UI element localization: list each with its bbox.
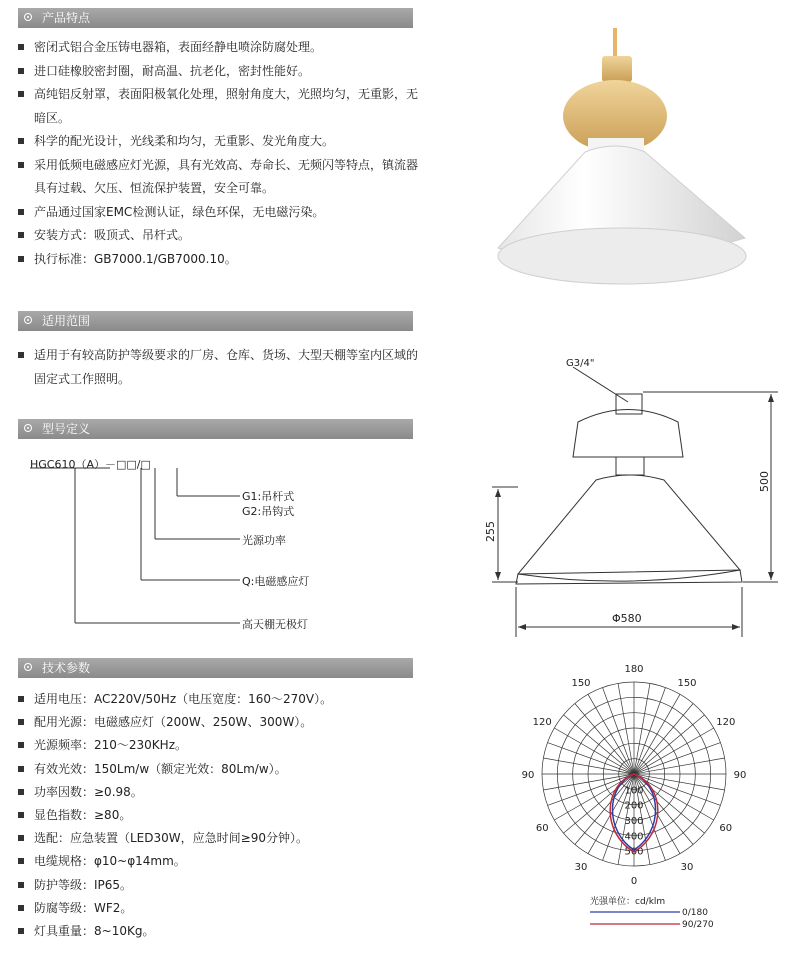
model-power-label: 光源功率	[242, 534, 286, 547]
polar-angle-label: 150	[571, 678, 591, 690]
square-bullet-icon	[18, 68, 24, 74]
list-item: 进口硅橡胶密封圈，耐高温、抗老化，密封性能好。	[18, 60, 418, 84]
list-item: 有效光效：150Lm/w（额定光效：80Lm/w）。	[18, 758, 418, 781]
polar-angle-label: 90	[733, 770, 747, 781]
list-item: 高纯铝反射罩，表面阳极氧化处理，照射角度大，光照均匀，无重影，无暗区。	[18, 83, 418, 130]
square-bullet-icon	[18, 905, 24, 911]
polar-angle-label: 30	[574, 861, 588, 873]
dimension-drawing	[478, 352, 788, 642]
list-item: 产品通过国家EMC检测认证，绿色环保，无电磁污染。	[18, 201, 418, 225]
section-title: 技术参数	[42, 661, 91, 675]
list-item: 适用电压：AC220V/50Hz（电压宽度：160～270V）。	[18, 688, 418, 711]
square-bullet-icon	[18, 882, 24, 888]
section-header-features	[18, 8, 413, 28]
polar-radius-label: 500	[624, 846, 644, 858]
section-title: 适用范围	[42, 314, 91, 328]
square-bullet-icon	[18, 766, 24, 772]
polar-radius-label: 100	[624, 785, 644, 797]
legend-label-90-270: 90/270	[682, 920, 714, 930]
list-item: 选配：应急装置（LED30W，应急时间≥90分钟）。	[18, 827, 418, 850]
polar-angle-label: 30	[680, 861, 694, 873]
features-list	[18, 36, 418, 271]
square-bullet-icon	[18, 138, 24, 144]
height-shade-label: 255	[484, 521, 497, 542]
list-item: 光源频率：210～230KHz。	[18, 734, 418, 757]
list-item: 防腐等级：WF2。	[18, 897, 418, 920]
model-type-label: 高天棚无极灯	[242, 618, 308, 631]
polar-radius-label: 200	[624, 800, 644, 812]
square-bullet-icon	[18, 789, 24, 795]
list-item: 显色指数：≥80。	[18, 804, 418, 827]
list-item: 适用于有较高防护等级要求的厂房、仓库、货场、大型天棚等室内区域的固定式工作照明。	[18, 344, 418, 391]
square-bullet-icon	[18, 858, 24, 864]
list-item: 灯具重量：8~10Kg。	[18, 920, 418, 943]
model-g2-label: G2:吊钩式	[242, 505, 295, 518]
intensity-unit-label: 光强单位：cd/klm	[590, 897, 666, 907]
list-item: 科学的配光设计，光线柔和均匀，无重影、发光角度大。	[18, 130, 418, 154]
legend-label-0-180: 0/180	[682, 908, 708, 918]
polar-angle-label: 60	[719, 823, 733, 834]
bullet-circle-icon	[24, 663, 32, 671]
polar-angle-label: 120	[532, 717, 552, 728]
scope-list	[18, 344, 418, 391]
lamp-product-image	[490, 28, 760, 298]
polar-radius-label: 400	[624, 831, 644, 843]
square-bullet-icon	[18, 44, 24, 50]
diameter-label: Φ580	[612, 612, 642, 625]
section-title: 产品特点	[42, 11, 91, 25]
list-item: 安装方式：吸顶式、吊杆式。	[18, 224, 418, 248]
polar-angle-label: 60	[535, 823, 549, 834]
list-item: 防护等级：IP65。	[18, 874, 418, 897]
list-item: 电缆规格：φ10~φ14mm。	[18, 850, 418, 873]
polar-angle-label: 150	[677, 678, 697, 690]
bullet-circle-icon	[24, 424, 32, 432]
list-item: 密闭式铝合金压铸电器箱，表面经静电喷涂防腐处理。	[18, 36, 418, 60]
bullet-circle-icon	[24, 13, 32, 21]
square-bullet-icon	[18, 812, 24, 818]
section-header-scope	[18, 311, 413, 331]
square-bullet-icon	[18, 256, 24, 262]
model-code: HGC610（A）－□□/□	[30, 458, 151, 471]
list-item: 功率因数：≥0.98。	[18, 781, 418, 804]
square-bullet-icon	[18, 928, 24, 934]
polar-angle-label: 0	[630, 876, 638, 887]
square-bullet-icon	[18, 696, 24, 702]
model-q-label: Q:电磁感应灯	[242, 575, 310, 588]
square-bullet-icon	[18, 91, 24, 97]
thread-label: G3/4"	[566, 358, 595, 369]
polar-light-distribution	[510, 660, 770, 935]
list-item: 配用光源：电磁感应灯（200W、250W、300W）。	[18, 711, 418, 734]
polar-angle-label: 120	[716, 717, 736, 728]
section-title: 型号定义	[42, 422, 91, 436]
section-header-model	[18, 419, 413, 439]
polar-angle-label: 90	[521, 770, 535, 781]
tech-list	[18, 688, 418, 943]
square-bullet-icon	[18, 719, 24, 725]
height-total-label: 500	[758, 471, 771, 492]
square-bullet-icon	[18, 835, 24, 841]
section-header-tech	[18, 658, 413, 678]
square-bullet-icon	[18, 352, 24, 358]
polar-angle-label: 180	[624, 664, 644, 675]
square-bullet-icon	[18, 742, 24, 748]
model-g1-label: G1:吊杆式	[242, 490, 295, 503]
polar-radius-label: 300	[624, 816, 644, 827]
list-item: 执行标准：GB7000.1/GB7000.10。	[18, 248, 418, 272]
list-item: 采用低频电磁感应灯光源，具有光效高、寿命长、无频闪等特点，镇流器具有过载、欠压、恒流保护装置，安全可靠。	[18, 154, 418, 201]
square-bullet-icon	[18, 209, 24, 215]
square-bullet-icon	[18, 162, 24, 168]
bullet-circle-icon	[24, 316, 32, 324]
square-bullet-icon	[18, 232, 24, 238]
